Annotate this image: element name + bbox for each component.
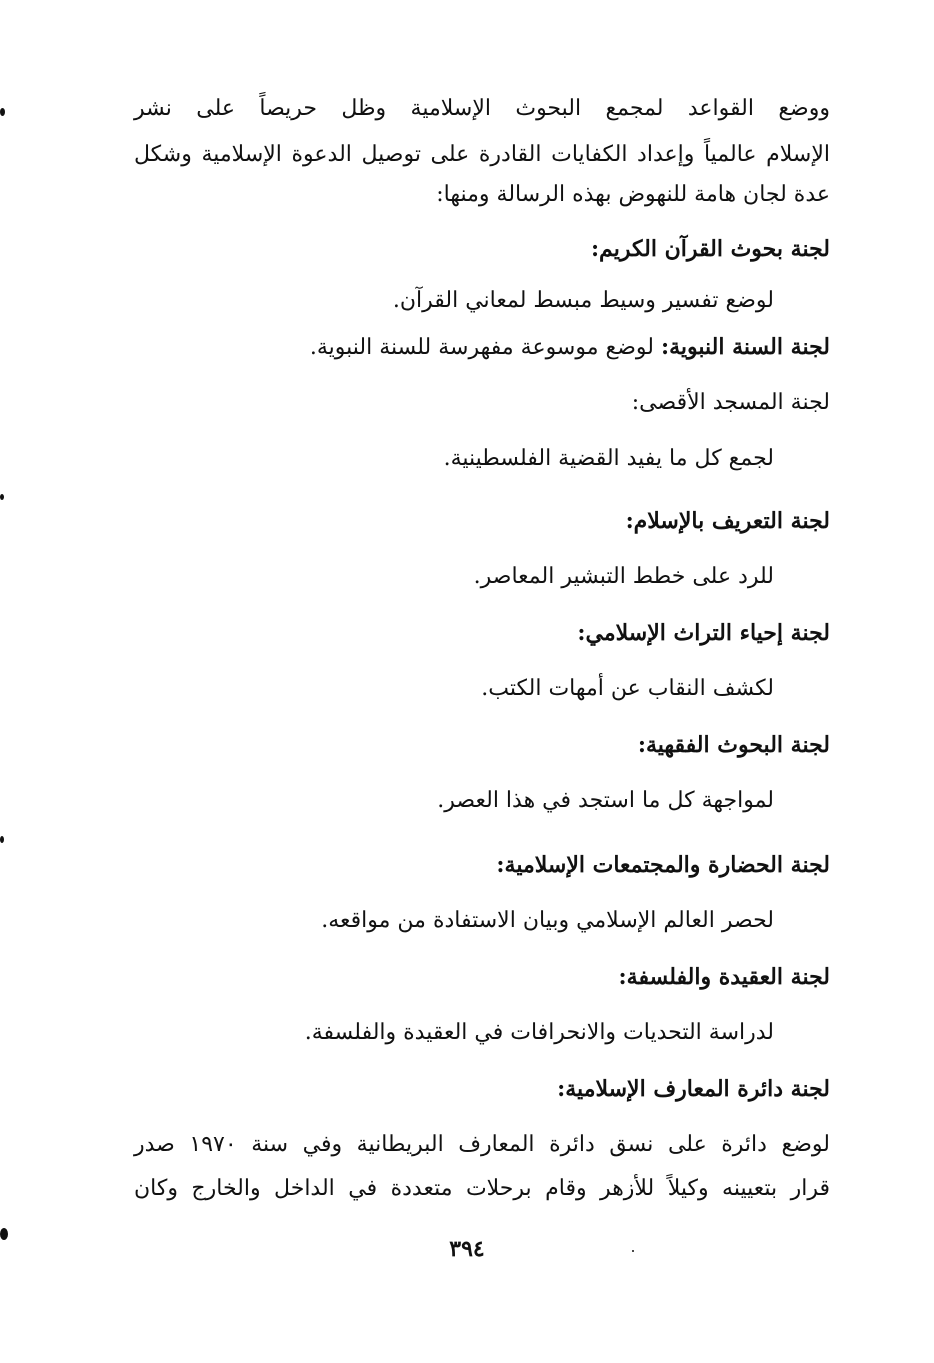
scan-mark <box>0 494 4 500</box>
scan-speck <box>632 1250 634 1252</box>
paragraph-line-1: ووضع القواعد لمجمع البحوث الإسلامية وظل حريصاً على نشر <box>134 96 830 121</box>
committee-heading-maarif: لجنة دائرة المعارف الإسلامية: <box>557 1076 830 1102</box>
committee-heading-quran: لجنة بحوث القرآن الكريم: <box>590 236 830 262</box>
committee-line-sunnah <box>310 332 830 363</box>
committee-heading-aqida: لجنة العقيدة والفلسفة: <box>618 964 830 990</box>
paragraph-last-line-2: قرار بتعيينه وكيلاً للأزهر وقام برحلات متعددة في الداخل والخارج وكان <box>134 1176 830 1201</box>
scan-mark <box>0 836 4 843</box>
page-number: ٣٩٤ <box>449 1236 485 1262</box>
committee-description-hadara: لحصر العالم الإسلامي وبيان الاستفادة من مواقعه. <box>321 908 774 933</box>
committee-description-aqsa: لجمع كل ما يفيد القضية الفلسطينية. <box>443 446 774 471</box>
committee-description-tarif: للرد على خطط التبشير المعاصر. <box>473 564 774 589</box>
committee-description-aqida: لدراسة التحديات والانحرافات في العقيدة والفلسفة. <box>304 1020 774 1045</box>
committee-heading-tarif: لجنة التعريف بالإسلام: <box>625 508 830 534</box>
committee-description-quran: لوضع تفسير وسيط مبسط لمعاني القرآن. <box>392 288 774 313</box>
paragraph-line-3: عدة لجان هامة للنهوض بهذه الرسالة ومنها: <box>436 182 830 207</box>
committee-heading-sunnah: لجنة السنة النبوية: <box>660 334 830 360</box>
committee-heading-fiqh: لجنة البحوث الفقهية: <box>637 732 830 758</box>
committee-heading-aqsa: لجنة المسجد الأقصى: <box>631 390 830 415</box>
committee-heading-hadara: لجنة الحضارة والمجتمعات الإسلامية: <box>496 852 830 878</box>
scan-mark <box>0 1228 8 1240</box>
committee-description-turath: لكشف النقاب عن أمهات الكتب. <box>481 676 774 701</box>
committee-description-sunnah: لوضع موسوعة مفهرسة للسنة النبوية. <box>309 335 654 360</box>
scan-mark <box>0 108 5 116</box>
committee-description-fiqh: لمواجهة كل ما استجد في هذا العصر. <box>437 788 774 813</box>
paragraph-line-2: الإسلام عالمياً وإعداد الكفايات القادرة على توصيل الدعوة الإسلامية وشكل <box>134 142 830 167</box>
paragraph-last-line-1: لوضع دائرة على نسق دائرة المعارف البريطانية وفي سنة ١٩٧٠ صدر <box>134 1132 830 1157</box>
committee-heading-turath: لجنة إحياء التراث الإسلامي: <box>577 620 830 646</box>
